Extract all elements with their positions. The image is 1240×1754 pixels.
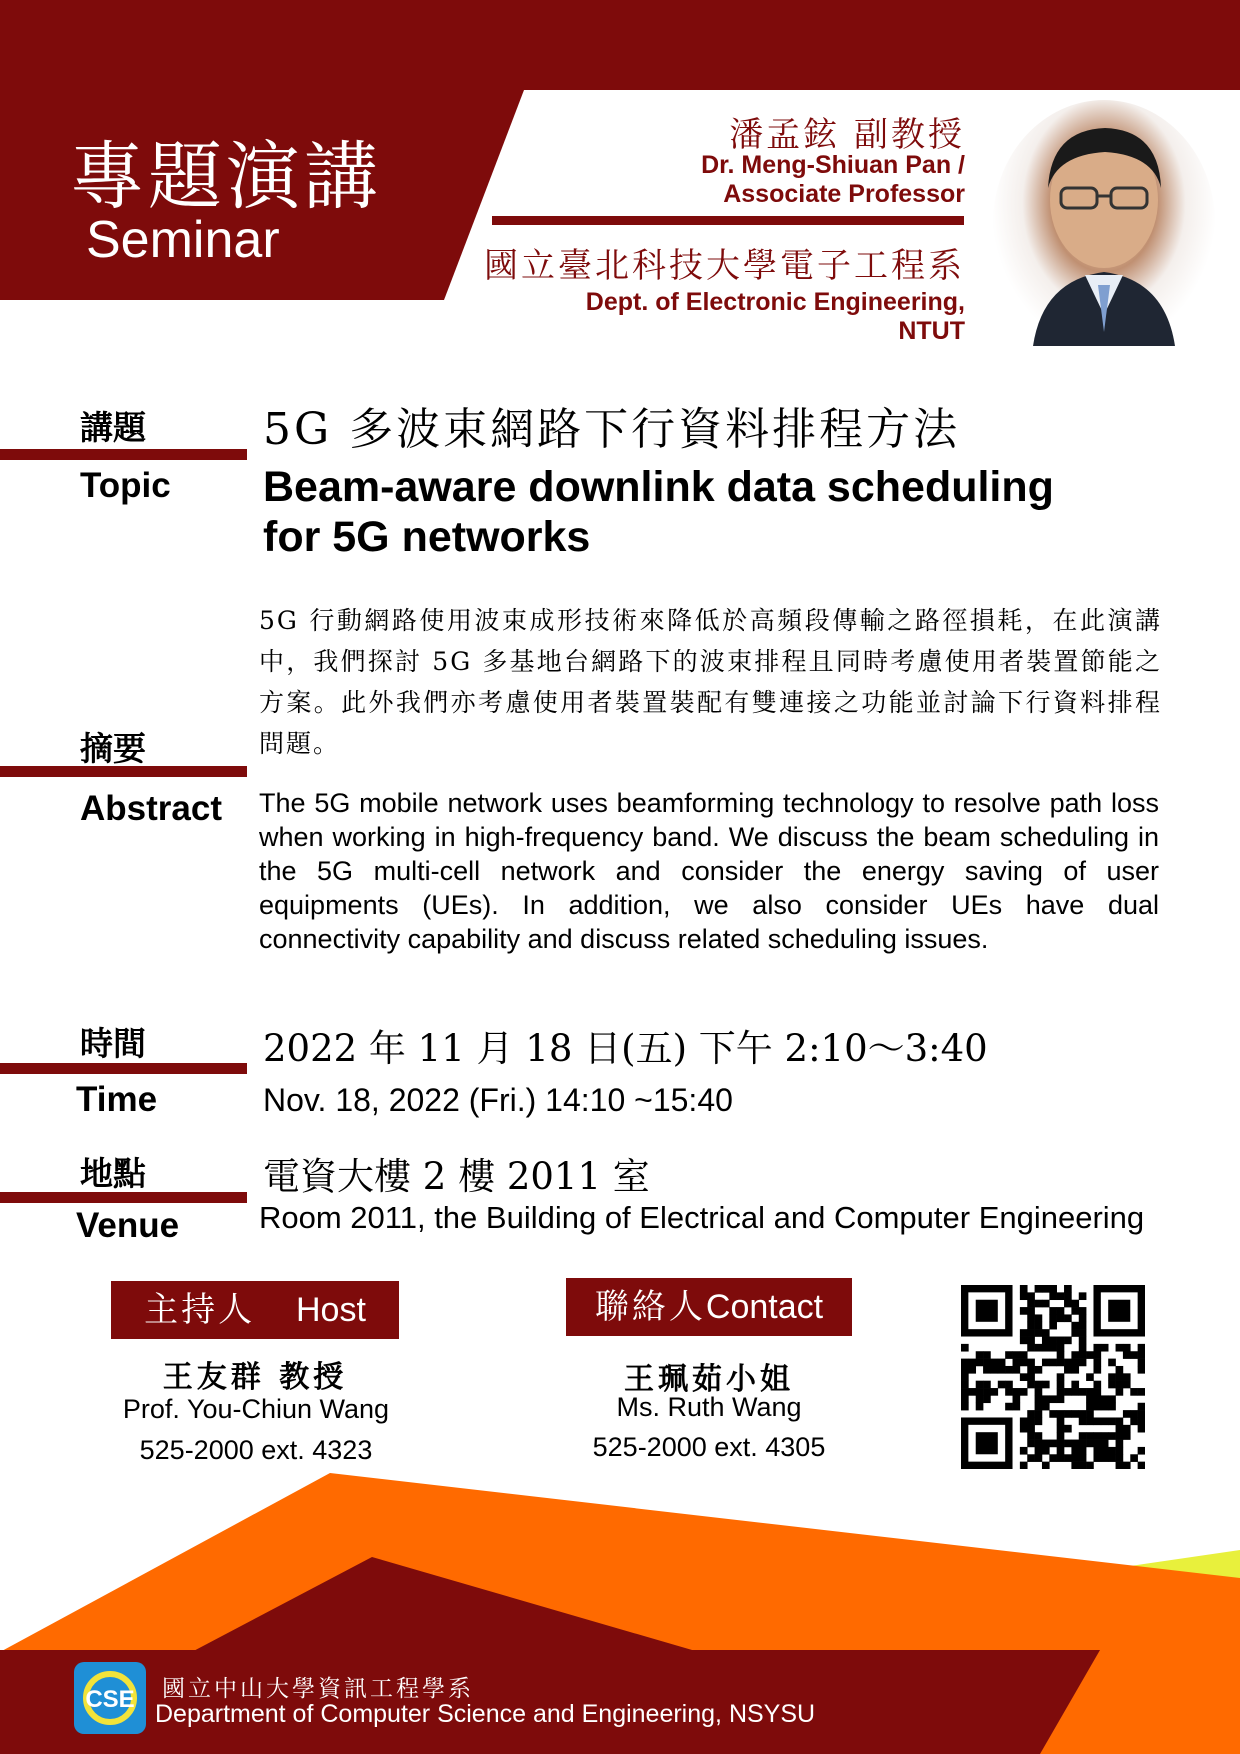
speaker-portrait-icon <box>993 100 1215 346</box>
abstract-label-en: Abstract <box>80 789 222 828</box>
speaker-title-line: Associate Professor <box>723 180 965 208</box>
speaker-name-line: Dr. Meng-Shiuan Pan / <box>701 151 965 179</box>
time-value-zh: 2022 年 11 月 18 日(五) 下午 2:10～3:40 <box>263 1027 988 1070</box>
speaker-photo <box>993 100 1215 346</box>
venue-value-en: Room 2011, the Building of Electrical and Computer Engineering <box>259 1200 1145 1235</box>
time-label-en: Time <box>76 1080 158 1119</box>
host-tag <box>111 1281 399 1339</box>
venue-value-zh: 電資大樓 2 樓 2011 室 <box>263 1155 650 1198</box>
topic-label-en: Topic <box>80 466 171 505</box>
cse-logo-icon <box>74 1662 146 1734</box>
footer-dept-en: Department of Computer Science and Engineering, NSYSU <box>155 1700 816 1728</box>
speaker-name-zh: 潘孟鉉 副教授 <box>729 115 965 155</box>
topic-label-zh: 講題 <box>80 408 146 447</box>
speaker-dept-line-1: Dept. of Electronic Engineering, <box>585 288 965 316</box>
venue-label-en: Venue <box>76 1206 180 1245</box>
topic-title-zh: 5G 多波束網路下行資料排程方法 <box>263 404 961 455</box>
host-tag-zh: 主持人 <box>144 1290 256 1330</box>
topic-title-line-1: Beam-aware downlink data scheduling <box>263 463 1054 511</box>
seminar-title-zh: 專題演講 <box>70 134 382 220</box>
contact-tag-en: Contact <box>705 1288 824 1326</box>
cse-logo-text: CSE <box>85 1686 135 1713</box>
time-label-zh: 時間 <box>80 1024 146 1063</box>
venue-label-zh: 地點 <box>80 1154 146 1193</box>
host-tag-en: Host <box>295 1291 366 1329</box>
contact-name-en: Ms. Ruth Wang <box>616 1392 802 1422</box>
contact-name-zh: 王珮茹小姐 <box>624 1362 794 1397</box>
speaker-dept-zh: 國立臺北科技大學電子工程系 <box>484 246 965 286</box>
abstract-label-zh: 摘要 <box>80 729 146 768</box>
qr-code-icon[interactable] <box>961 1285 1145 1469</box>
speaker-dept-line-2: NTUT <box>898 317 965 345</box>
contact-tag-zh: 聯絡人 <box>594 1287 706 1327</box>
topic-title-line-2: for 5G networks <box>263 513 591 561</box>
topic-title-en <box>263 462 1163 562</box>
contact-phone: 525-2000 ext. 4305 <box>592 1432 826 1462</box>
host-name-en: Prof. You-Chiun Wang <box>122 1394 390 1424</box>
time-value-en: Nov. 18, 2022 (Fri.) 14:10 ~15:40 <box>263 1082 733 1118</box>
speaker-name-en <box>565 151 965 209</box>
host-name-zh: 王友群 教授 <box>162 1360 348 1395</box>
speaker-dept-en <box>445 288 965 346</box>
seminar-title-en: Seminar <box>86 211 280 269</box>
contact-tag <box>566 1278 852 1336</box>
host-phone: 525-2000 ext. 4323 <box>139 1435 373 1465</box>
footer-dept-zh: 國立中山大學資訊工程學系 <box>162 1676 474 1702</box>
abstract-text-zh: 5G 行動網路使用波束成形技術來降低於高頻段傳輸之路徑損耗，在此演講中，我們探討 5G 多基地台網路下的波束排程且同時考慮使用者裝置節能之方案。此外我們亦考慮使用者裝置裝配有雙連接之功能並討論下行資料排程問題。 <box>259 606 1162 758</box>
abstract-text-en: The 5G mobile network uses beamforming technology to resolve path loss when working in high-frequency band. We discuss the beam scheduling in the 5G multi-cell network and consider the energy saving of user equipments (UEs). In addition, we also consider UEs have dual connectivity capability and discuss related scheduling issues. <box>259 788 1159 954</box>
